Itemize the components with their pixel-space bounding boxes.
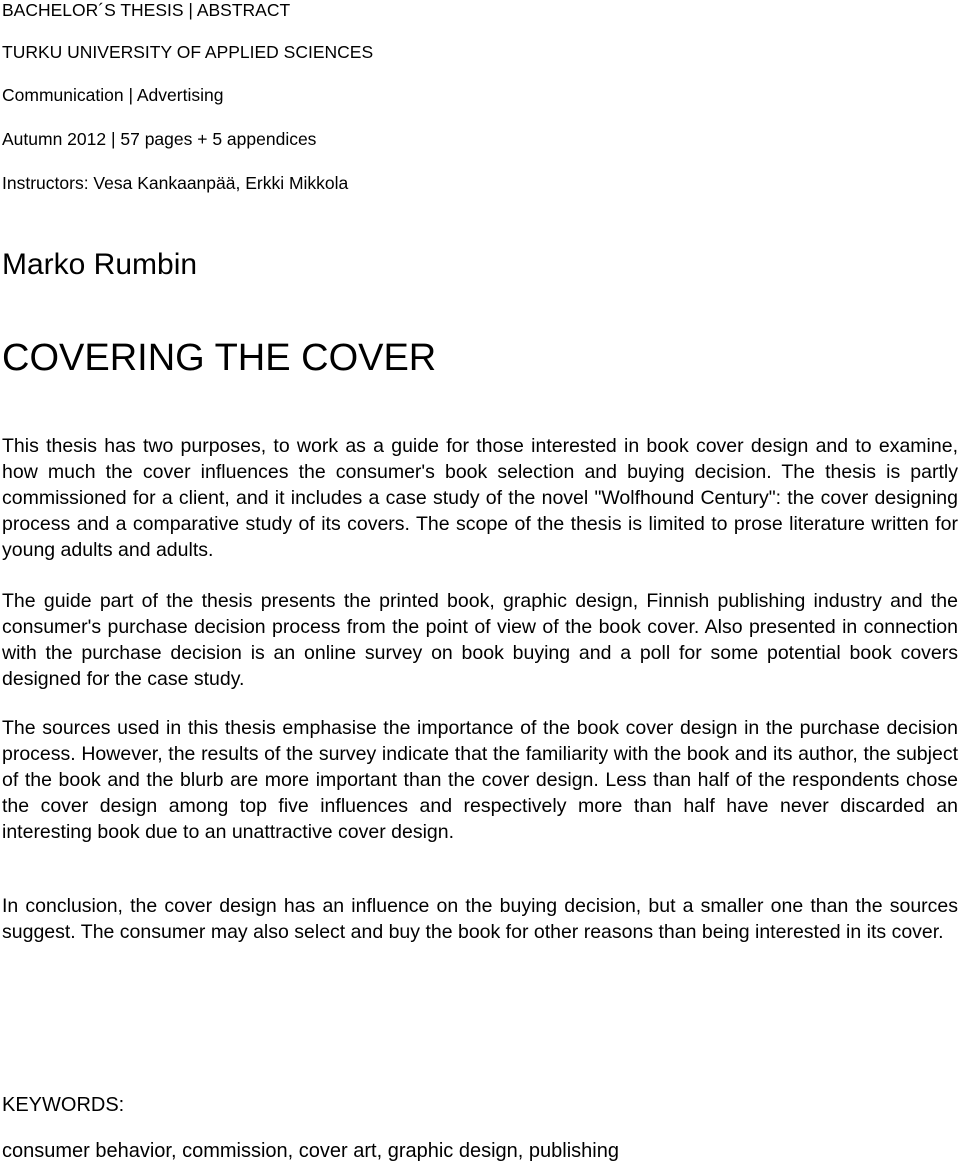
document-type: BACHELOR´S THESIS | ABSTRACT [2,0,291,20]
keywords-label: KEYWORDS: [2,1094,125,1116]
abstract-paragraph-3: The sources used in this thesis emphasise the importance of the book cover design in the purchase decision process. However, the results of the survey indicate that the familiarity with the book and its author, the subject of the book and the blurb are more important than the cover design. Less than half of the respondents chose the cover design among top five influences and respectively more than half have never discarded an interesting book due to an unattractive cover design. [2,717,958,843]
term-and-pages: Autumn 2012 | 57 pages + 5 appendices [2,129,317,149]
keywords-list: consumer behavior, commission, cover art, graphic design, publishing [2,1140,619,1162]
author-name: Marko Rumbin [2,248,198,281]
study-program: Communication | Advertising [2,85,224,105]
instructors: Instructors: Vesa Kankaanpää, Erkki Mikkola [2,173,349,193]
abstract-paragraph-4: In conclusion, the cover design has an influence on the buying decision, but a smaller one than the sources suggest. The consumer may also select and buy the book for other reasons than being interested in its cover. [2,895,958,943]
thesis-title: COVERING THE COVER [2,337,437,379]
abstract-paragraph-2: The guide part of the thesis presents the printed book, graphic design, Finnish publishing industry and the consumer's purchase decision process from the point of view of the book cover. Also presented in connection with the purchase decision is an online survey on book buying and a poll for some potential book covers designed for the case study. [2,590,958,690]
institution: TURKU UNIVERSITY OF APPLIED SCIENCES [2,42,374,62]
abstract-paragraph-1: This thesis has two purposes, to work as a guide for those interested in book cover design and to examine, how much the cover influences the consumer's book selection and buying decision. The thesis is partly commissioned for a client, and it includes a case study of the novel "Wolfhound Century": the cover designing process and a comparative study of its covers. The scope of the thesis is limited to prose literature written for young adults and adults. [2,435,958,561]
